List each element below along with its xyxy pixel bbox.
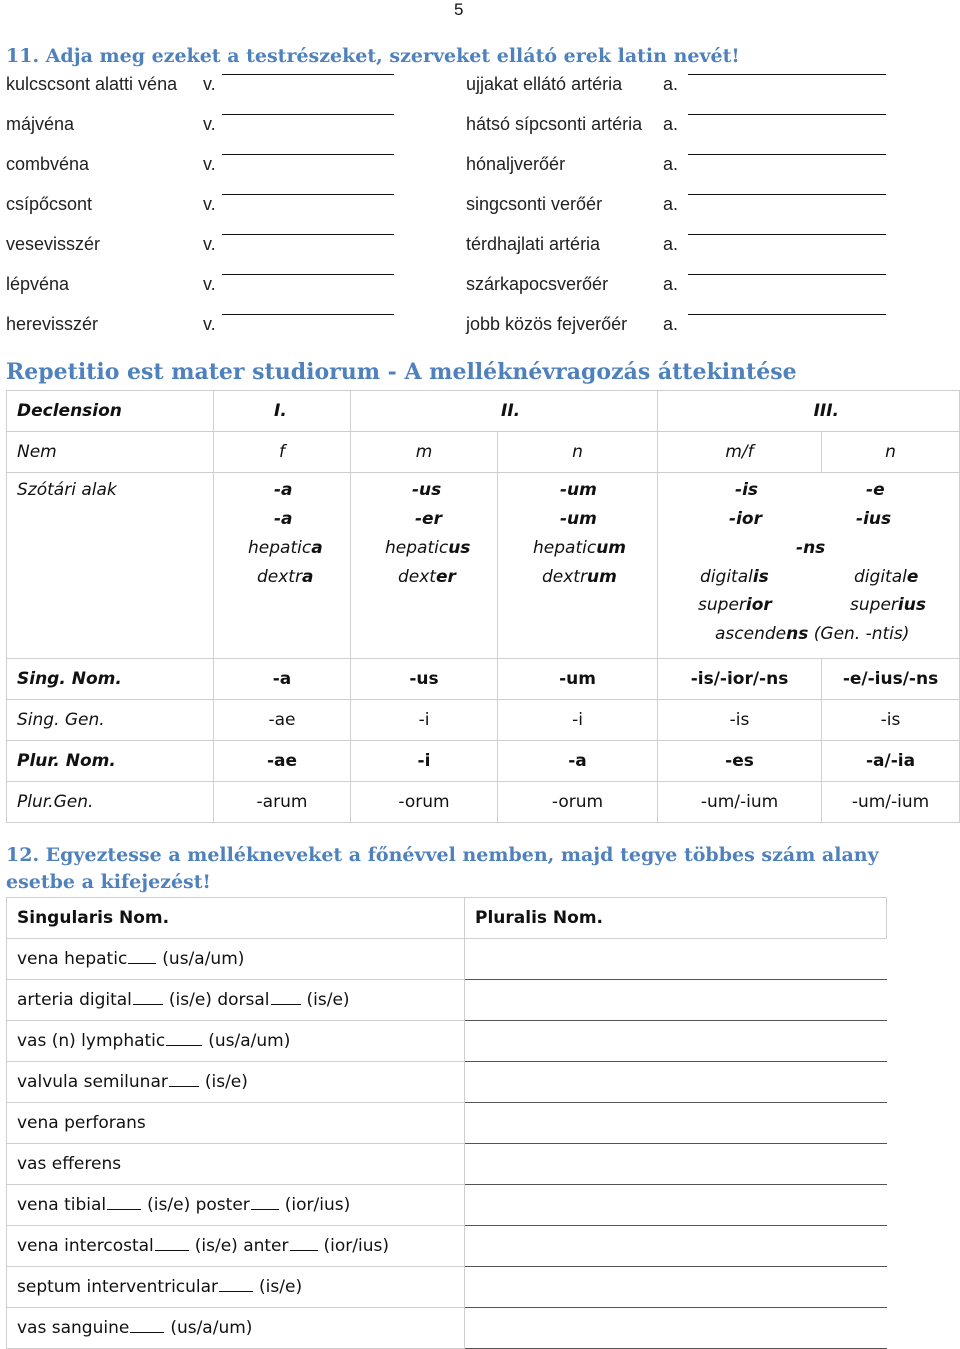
singularis-row <box>7 1185 887 1226</box>
case-ending: -a/-ia <box>822 741 960 782</box>
vessel-row <box>0 194 960 224</box>
singularis-row <box>7 1308 887 1349</box>
phrase-part: (us/a/um) <box>162 949 245 969</box>
case-ending: -arum <box>214 782 351 823</box>
vena-prefix: v. <box>203 274 216 294</box>
pluralis-answer-line[interactable] <box>465 1308 887 1349</box>
vena-answer-blank[interactable] <box>222 274 394 275</box>
nem-label: Nem <box>7 432 214 473</box>
phrase-part: vena intercostal <box>17 1236 154 1256</box>
nem-n-iii: n <box>822 432 960 473</box>
pluralis-answer-line[interactable] <box>465 1185 887 1226</box>
page-number: 5 <box>454 0 464 19</box>
phrase-part: (us/a/um) <box>208 1031 291 1051</box>
nem-f: f <box>214 432 351 473</box>
arteria-prefix: a. <box>663 194 679 214</box>
phrase-part: septum interventricular <box>17 1277 219 1297</box>
phrase-part: vena perforans <box>17 1113 146 1133</box>
vena-prefix: v. <box>203 74 216 94</box>
case-ending: -i <box>351 700 498 741</box>
case-ending: -ae <box>214 741 351 782</box>
case-ending: -i <box>351 741 498 782</box>
singularis-phrase <box>7 980 465 1021</box>
phrase-part: (us/a/um) <box>170 1318 253 1338</box>
vena-prefix: v. <box>203 234 216 254</box>
task-11-heading: 11. Adja meg ezeket a testrészeket, szerveket ellátó erek latin nevét! <box>6 45 740 67</box>
phrase-part: vena tibial <box>17 1195 107 1215</box>
case-row <box>7 782 960 823</box>
pluralis-answer-line[interactable] <box>465 1021 887 1062</box>
case-row <box>7 741 960 782</box>
pluralis-answer-line[interactable] <box>465 1267 887 1308</box>
ending-blank[interactable] <box>251 1195 279 1210</box>
arteria-prefix: a. <box>663 274 679 294</box>
vessel-left-name: vesevisszér <box>6 234 101 254</box>
singularis-header-row <box>7 898 887 939</box>
vena-prefix: v. <box>203 154 216 174</box>
vena-answer-blank[interactable] <box>222 314 394 315</box>
arteria-prefix: a. <box>663 234 679 254</box>
arteria-prefix: a. <box>663 314 679 334</box>
szotari-n: -um -um hepaticum dextrum <box>498 473 658 659</box>
vessel-row <box>0 154 960 184</box>
case-ending: -a <box>214 659 351 700</box>
pluralis-col-label: Pluralis Nom. <box>465 898 887 939</box>
case-ending: -ae <box>214 700 351 741</box>
vena-prefix: v. <box>203 114 216 134</box>
vessel-left-name: kulcscsont alatti véna <box>6 74 178 94</box>
vessel-right-name: hónaljverőér <box>466 154 566 174</box>
singularis-row <box>7 1226 887 1267</box>
singularis-row <box>7 1267 887 1308</box>
singularis-phrase <box>7 1308 465 1349</box>
phrase-part: vas efferens <box>17 1154 122 1174</box>
case-ending: -um <box>498 659 658 700</box>
pluralis-answer-line[interactable] <box>465 980 887 1021</box>
vessel-left-name: combvéna <box>6 154 90 174</box>
phrase-part: (ior/ius) <box>323 1236 389 1256</box>
ending-blank[interactable] <box>155 1236 189 1251</box>
singularis-table <box>6 897 887 1349</box>
phrase-part: vas (n) lymphatic <box>17 1031 166 1051</box>
phrase-part: arteria digital <box>17 990 132 1010</box>
szotari-iii: -is -e -ior -ius -ns digitalis digitale superior superius ascendens (Gen. -ntis) <box>658 473 960 659</box>
arteria-answer-blank[interactable] <box>688 234 886 235</box>
declension-i: I. <box>214 391 351 432</box>
singularis-phrase <box>7 1103 465 1144</box>
szotari-m: -us -er hepaticus dexter <box>351 473 498 659</box>
case-label: Plur. Nom. <box>7 741 214 782</box>
vessel-left-name: csípőcsont <box>6 194 93 214</box>
vena-prefix: v. <box>203 314 216 334</box>
ending-blank[interactable] <box>107 1195 141 1210</box>
vessel-row <box>0 114 960 144</box>
case-ending: -es <box>658 741 822 782</box>
vessel-row <box>0 74 960 104</box>
singularis-col-label: Singularis Nom. <box>7 898 465 939</box>
singularis-phrase <box>7 1144 465 1185</box>
repetitio-heading: Repetitio est mater studiorum - A melléknévragozás áttekintése <box>6 359 797 385</box>
ending-blank[interactable] <box>290 1236 318 1251</box>
case-label: Sing. Nom. <box>7 659 214 700</box>
arteria-answer-blank[interactable] <box>688 114 886 115</box>
vena-answer-blank[interactable] <box>222 234 394 235</box>
vena-answer-blank[interactable] <box>222 114 394 115</box>
case-ending: -um/-ium <box>658 782 822 823</box>
case-ending: -i <box>498 700 658 741</box>
case-ending: -is <box>658 700 822 741</box>
arteria-answer-blank[interactable] <box>688 154 886 155</box>
vena-answer-blank[interactable] <box>222 74 394 75</box>
vessel-left-name: lépvéna <box>6 274 70 294</box>
arteria-prefix: a. <box>663 74 679 94</box>
nem-mf: m/f <box>658 432 822 473</box>
phrase-part: (is/e) <box>306 990 350 1010</box>
arteria-answer-blank[interactable] <box>688 194 886 195</box>
vessel-right-name: térdhajlati artéria <box>466 234 601 254</box>
ending-blank[interactable] <box>133 990 163 1005</box>
phrase-part: (is/e) dorsal <box>168 990 270 1010</box>
case-label: Plur.Gen. <box>7 782 214 823</box>
ending-blank[interactable] <box>130 1318 164 1333</box>
ending-blank[interactable] <box>219 1277 253 1292</box>
arteria-prefix: a. <box>663 114 679 134</box>
declension-label: Declension <box>7 391 214 432</box>
vessel-row <box>0 314 960 344</box>
declension-iii: III. <box>658 391 960 432</box>
phrase-part: vena hepatic <box>17 949 128 969</box>
ending-blank[interactable] <box>166 1031 202 1046</box>
case-ending: -a <box>498 741 658 782</box>
singularis-row <box>7 1062 887 1103</box>
vessel-right-name: ujjakat ellátó artéria <box>466 74 623 94</box>
singularis-phrase <box>7 1062 465 1103</box>
vessel-right-name: singcsonti verőér <box>466 194 603 214</box>
pluralis-answer-line[interactable] <box>465 1226 887 1267</box>
vessel-row <box>0 234 960 264</box>
vena-answer-blank[interactable] <box>222 194 394 195</box>
szotari-label: Szótári alak <box>7 473 214 659</box>
case-ending: -us <box>351 659 498 700</box>
declension-ii: II. <box>351 391 658 432</box>
vessel-left-name: májvéna <box>6 114 75 134</box>
declension-table <box>6 390 960 823</box>
singularis-phrase <box>7 1267 465 1308</box>
task-12-heading: 12. Egyeztesse a mellékneveket a főnévvel nemben, majd tegye többes szám alany esetbe a kifejezést! <box>6 844 879 893</box>
nem-n: n <box>498 432 658 473</box>
singularis-row <box>7 1103 887 1144</box>
vessel-right-name: hátsó sípcsonti artéria <box>466 114 643 134</box>
vessel-left-name: herevisszér <box>6 314 99 334</box>
arteria-answer-blank[interactable] <box>688 74 886 75</box>
nem-row <box>7 432 960 473</box>
singularis-phrase <box>7 1226 465 1267</box>
case-ending: -is <box>822 700 960 741</box>
case-row <box>7 700 960 741</box>
phrase-part: (ior/ius) <box>284 1195 351 1215</box>
singularis-phrase <box>7 939 465 980</box>
phrase-part: (is/e) anter <box>194 1236 289 1256</box>
szotari-f: -a -a hepatica dextra <box>214 473 351 659</box>
pluralis-answer-line[interactable] <box>465 1062 887 1103</box>
phrase-part: vas sanguine <box>17 1318 130 1338</box>
arteria-answer-blank[interactable] <box>688 274 886 275</box>
declension-header-row <box>7 391 960 432</box>
pluralis-answer-line[interactable] <box>465 1144 887 1185</box>
ending-blank[interactable] <box>128 949 156 964</box>
ending-blank[interactable] <box>169 1072 199 1087</box>
arteria-answer-blank[interactable] <box>688 314 886 315</box>
phrase-part: (is/e) <box>204 1072 248 1092</box>
singularis-row <box>7 1144 887 1185</box>
singularis-phrase <box>7 1185 465 1226</box>
case-ending: -orum <box>351 782 498 823</box>
arteria-prefix: a. <box>663 154 679 174</box>
case-label: Sing. Gen. <box>7 700 214 741</box>
vessel-row <box>0 274 960 304</box>
case-ending: -e/-ius/-ns <box>822 659 960 700</box>
singularis-row <box>7 939 887 980</box>
phrase-part: (is/e) poster <box>147 1195 250 1215</box>
vena-prefix: v. <box>203 194 216 214</box>
case-ending: -is/-ior/-ns <box>658 659 822 700</box>
ending-blank[interactable] <box>271 990 301 1005</box>
singularis-row <box>7 1021 887 1062</box>
pluralis-answer-line[interactable] <box>465 1103 887 1144</box>
vena-answer-blank[interactable] <box>222 154 394 155</box>
singularis-phrase <box>7 1021 465 1062</box>
vessel-right-name: jobb közös fejverőér <box>466 314 628 334</box>
case-ending: -orum <box>498 782 658 823</box>
phrase-part: (is/e) <box>259 1277 303 1297</box>
nem-m: m <box>351 432 498 473</box>
phrase-part: valvula semilunar <box>17 1072 168 1092</box>
case-row <box>7 659 960 700</box>
pluralis-answer-line[interactable] <box>465 939 887 980</box>
vessel-right-name: szárkapocsverőér <box>466 274 609 294</box>
singularis-row <box>7 980 887 1021</box>
szotari-alak-row <box>7 473 960 659</box>
case-ending: -um/-ium <box>822 782 960 823</box>
